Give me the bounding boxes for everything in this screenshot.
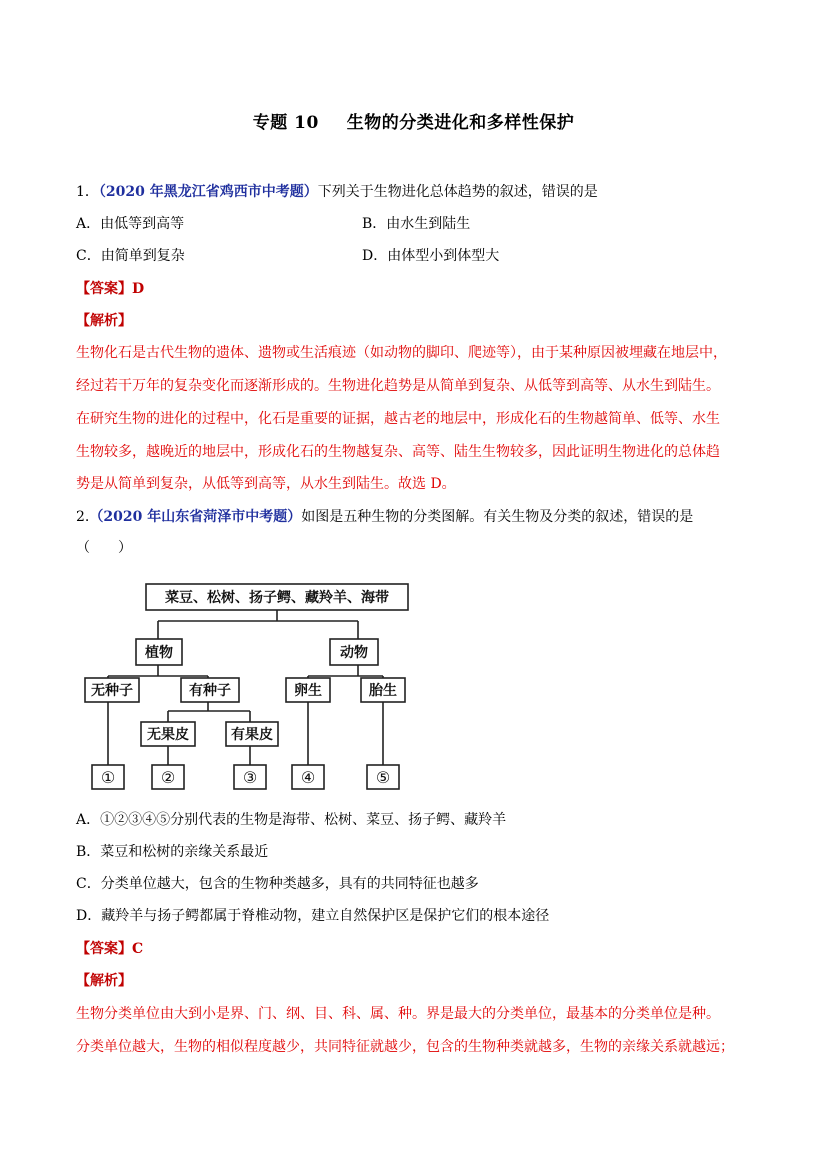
q1-stem bbox=[76, 182, 598, 202]
q2-text: 如图是五种生物的分类图解。有关生物及分类的叙述，错误的是 bbox=[301, 509, 694, 525]
q1-option-c: C．由简单到复杂 bbox=[76, 248, 185, 264]
diagram-leaf-label: ② bbox=[160, 768, 176, 787]
diagram-label-viviparous: 胎生 bbox=[369, 683, 397, 699]
diagram-leaf-label: ③ bbox=[242, 768, 258, 787]
q1-analysis-line: 势是从简单到复杂，从低等到高等，从水生到陆生。故选 D。 bbox=[76, 476, 456, 492]
diagram-label-animal: 动物 bbox=[340, 645, 368, 661]
diagram-leaf-label: ⑤ bbox=[375, 768, 391, 787]
q2-blank: （ ） bbox=[76, 540, 132, 556]
q2-option-c: C．分类单位越大，包含的生物种类越多，具有的共同特征也越多 bbox=[76, 876, 479, 892]
q2-answer: 【答案】C bbox=[76, 941, 144, 957]
diagram-label-top: 菜豆、松树、扬子鳄、藏羚羊、海带 bbox=[165, 590, 389, 606]
q1-analysis-line: 生物较多，越晚近的地层中，形成化石的生物越复杂、高等、陆生生物较多，因此证明生物进化的总体趋 bbox=[76, 444, 720, 460]
q1-analysis-line: 生物化石是古代生物的遗体、遗物或生活痕迹（如动物的脚印、爬迹等），由于某种原因被埋藏在地层中， bbox=[76, 345, 727, 361]
diagram-label-has-peel: 有果皮 bbox=[231, 727, 273, 743]
q1-prefix: 1． bbox=[76, 184, 99, 200]
q2-stem bbox=[76, 507, 693, 527]
q1-analysis-line: 经过若干万年的复杂变化而逐渐形成的。生物进化趋势是从简单到复杂、从低等到高等、从水生到陆生。 bbox=[76, 378, 720, 394]
q1-analysis-label: 【解析】 bbox=[76, 313, 132, 329]
q1-option-b: B．由水生到陆生 bbox=[362, 216, 471, 232]
q1-text: 下列关于生物进化总体趋势的叙述，错误的是 bbox=[317, 184, 598, 200]
q1-options-row2 bbox=[76, 246, 756, 266]
q1-option-a: A．由低等到高等 bbox=[76, 216, 185, 232]
classification-diagram bbox=[80, 576, 420, 796]
q2-analysis-label: 【解析】 bbox=[76, 973, 132, 989]
q2-source: （2020 年山东省菏泽市中考题） bbox=[89, 509, 302, 525]
q2-option-b: B．菜豆和松树的亲缘关系最近 bbox=[76, 844, 269, 860]
q2-option-a: A．①②③④⑤分别代表的生物是海带、松树、菜豆、扬子鳄、藏羚羊 bbox=[76, 812, 507, 828]
q2-analysis-line: 生物分类单位由大到小是界、门、纲、目、科、属、种。界是最大的分类单位，最基本的分类单位是种。 bbox=[76, 1006, 720, 1022]
diagram-label-no-seed: 无种子 bbox=[91, 683, 133, 699]
page-title bbox=[0, 108, 827, 133]
title-text: 生物的分类进化和多样性保护 bbox=[346, 113, 575, 133]
q2-analysis-line: 分类单位越大，生物的相似程度越少，共同特征就越少，包含的生物种类就越多，生物的亲缘关系就越远； bbox=[76, 1039, 734, 1055]
q1-source: （2020 年黑龙江省鸡西市中考题） bbox=[98, 184, 318, 200]
diagram-leaf-label: ① bbox=[100, 768, 116, 787]
diagram-label-oviparous: 卵生 bbox=[294, 683, 322, 699]
diagram-label-plant: 植物 bbox=[145, 645, 173, 661]
diagram-label-no-peel: 无果皮 bbox=[147, 727, 189, 743]
q2-prefix: 2. bbox=[76, 509, 90, 525]
q1-option-d: D．由体型小到体型大 bbox=[362, 248, 500, 264]
q2-option-d: D．藏羚羊与扬子鳄都属于脊椎动物，建立自然保护区是保护它们的根本途径 bbox=[76, 908, 550, 924]
title-number: 专题 10 bbox=[252, 113, 319, 133]
diagram-label-has-seed: 有种子 bbox=[189, 683, 231, 699]
q1-analysis-line: 在研究生物的进化的过程中，化石是重要的证据，越古老的地层中，形成化石的生物越简单、低等、水生 bbox=[76, 411, 720, 427]
q1-answer: 【答案】D bbox=[76, 281, 145, 297]
diagram-leaf-label: ④ bbox=[300, 768, 316, 787]
q1-options-row1 bbox=[76, 214, 756, 234]
